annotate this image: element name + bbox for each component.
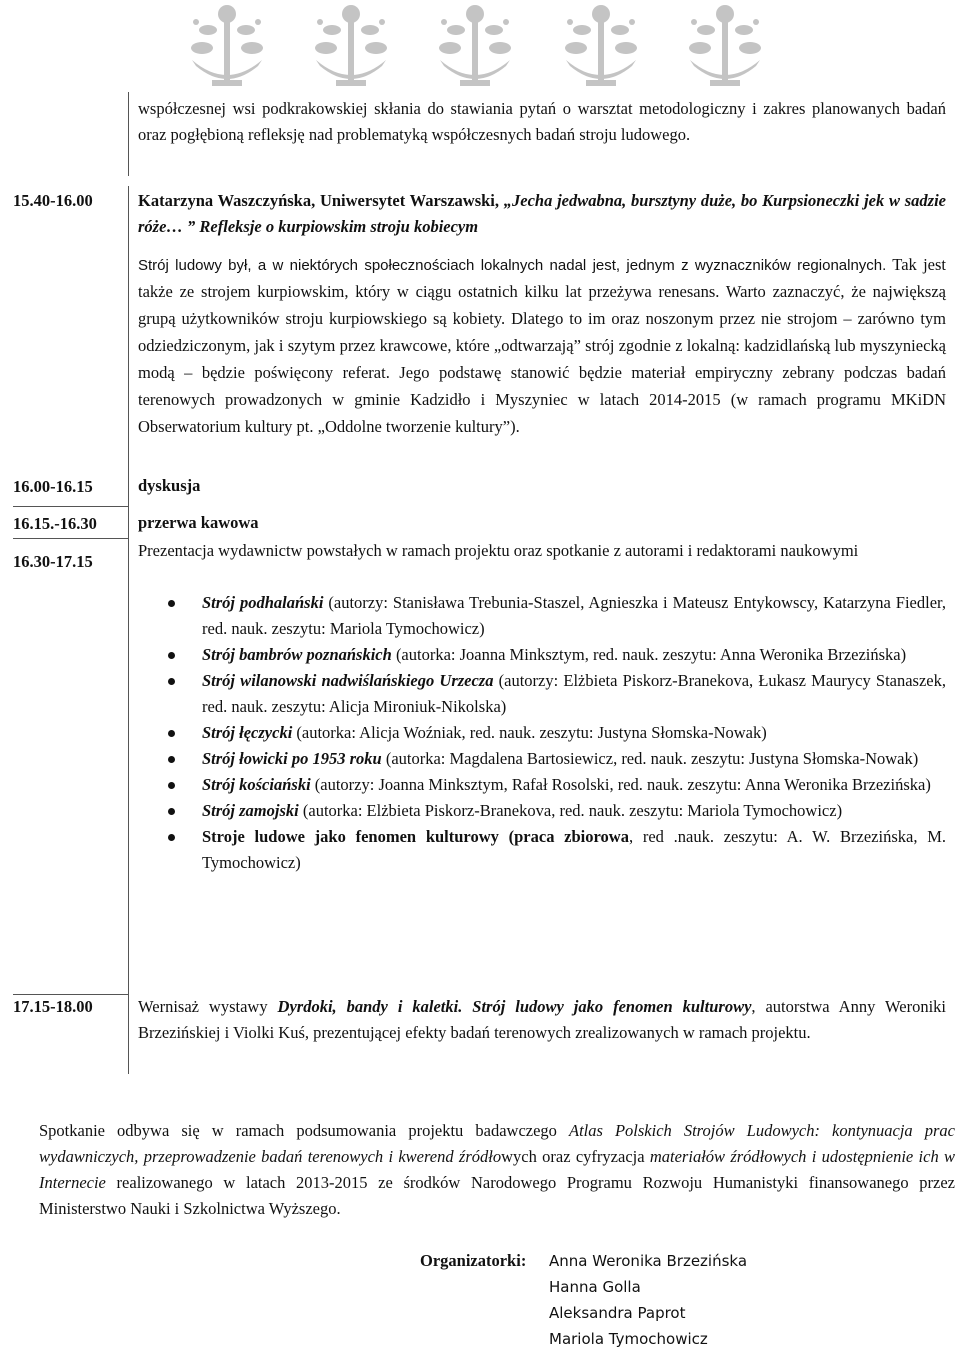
row-divider — [13, 506, 128, 507]
publication-details: (autorzy: Joanna Minksztym, Rafał Rosolski, red. nauk. zeszytu: Anna Weronika Brzezińska) — [310, 775, 931, 794]
time-slot: 16.15.-16.30 — [13, 514, 97, 533]
publication-list — [160, 590, 946, 876]
session-label: dyskusja — [138, 476, 201, 495]
publication-details: (autorka: Joanna Minksztym, red. nauk. zeszytu: Anna Weronika Brzezińska) — [391, 645, 907, 664]
publication-details: (autorka: Elżbieta Piskorz-Branekova, red. nauk. zeszytu: Mariola Tymochowicz) — [298, 801, 843, 820]
publication-title: Strój zamojski — [202, 801, 299, 820]
publication-item — [160, 772, 946, 798]
publication-title: Strój łowicki po 1953 roku — [202, 749, 382, 768]
publication-details: (autorka: Alicja Woźniak, red. nauk. zeszytu: Justyna Słomska-Nowak) — [292, 723, 767, 742]
exhibition-title: Dyrdoki, bandy i kaletki. Strój ludowy jako fenomen kulturowy — [277, 997, 752, 1016]
publication-item — [160, 668, 946, 720]
publication-details: , red .nauk. zeszytu: A. W. Brzezińska, M. Tymochowicz) — [202, 827, 946, 872]
abstract-part: Strój ludowy był, a w niektórych społecznościach lokalnych nadal jest, jednym z wyznaczników regionalnych. — [138, 257, 887, 274]
talk-title: „Jecha jedwabna, bursztyny duże, bo Kurpsioneczki jek w sadzie róże… ” Refleksje o kurpiowskim stroju kobiecym — [138, 191, 946, 236]
organizer-name: Hanna Golla — [549, 1278, 641, 1296]
publication-details: (autorzy: Elżbieta Piskorz-Branekova, Łukasz Maurycy Stanaszek, red. nauk. zeszytu: Alicja Mironiuk-Nikolska) — [202, 671, 946, 716]
publication-title: Strój kościański — [202, 775, 311, 794]
lecture-abstract — [138, 252, 946, 441]
folk-floral-ornament-icon — [680, 2, 770, 88]
folk-floral-ornament-icon — [556, 2, 646, 88]
publication-title: Strój bambrów poznańskich — [202, 645, 392, 664]
bullet-icon — [168, 652, 175, 659]
time-slot: 16.00-16.15 — [13, 477, 93, 496]
publication-title: Strój podhalański — [202, 593, 324, 612]
organizer-name: Anna Weronika Brzezińska — [549, 1252, 748, 1270]
organizer-name: Mariola Tymochowicz — [549, 1330, 708, 1348]
publication-item — [160, 720, 946, 746]
time-slot: 16.30-17.15 — [13, 552, 93, 571]
note-text: Spotkanie odbywa się w ramach podsumowania projektu badawczego — [39, 1121, 569, 1140]
column-divider — [128, 92, 129, 176]
exhibition-prefix: Wernisaż wystawy — [138, 997, 278, 1016]
folk-floral-ornament-icon — [306, 2, 396, 88]
intro-continuation: współczesnej wsi podkrakowskiej skłania do stawiania pytań o warsztat metodologiczny i zakres planowanych badań oraz pogłębioną refleksję nad problematyką współczesnych badań stroju ludowego. — [138, 99, 946, 144]
exhibition-suffix: , autorstwa Anny Weroniki Brzezińskiej i Violki Kuś, prezentującej efekty badań terenowych zrealizowanych w ramach projektu. — [138, 997, 946, 1042]
bullet-icon — [168, 782, 175, 789]
publication-title: Strój wilanowski nadwiślańskiego Urzecza — [202, 671, 494, 690]
bullet-icon — [168, 600, 175, 607]
folk-floral-ornament-icon — [430, 2, 520, 88]
column-divider — [128, 186, 129, 1074]
bullet-icon — [168, 730, 175, 737]
project-title: Atlas Polskich Strojów Ludowych: kontynuacja prac wydawniczych, przeprowadzenie badań terenowych i kwerend źródło — [39, 1121, 955, 1166]
bullet-icon — [168, 756, 175, 763]
publication-details: (autorka: Magdalena Bartosiewicz, red. nauk. zeszytu: Justyna Słomska-Nowak) — [381, 749, 919, 768]
bullet-icon — [168, 808, 175, 815]
project-title: materiałów źródłowych i udostępnienie ich w Internecie — [39, 1147, 956, 1192]
abstract-part: Jego podstawę stanowić będzie materiał empiryczny zebrany podczas badań terenowych prowadzonych w gminie Kadzidło i Myszyniec w latach 2014-2015 (w ramach programu MKiDN Obserwatorium kultury pt. „Oddolne tworzenie kultury”). — [138, 363, 946, 436]
session-label: przerwa kawowa — [138, 513, 259, 532]
abstract-part: Tak jest także ze strojem kurpiowskim, który w ciągu ostatnich kilku lat przeżywa renesans. Warto zaznaczyć, że największą grupą użytkowników stroju kurpiowskiego są kobiety. Dlatego to im oraz noszonym przez nie strojom ‒ zarówno tym odziedziczonym, jak i szytym przez krawcowe, które „odtwarzają” strój zgodnie z lokalną: kadzidlańską lub myszyniecką modą ‒ będzie poświęcony referat. — [138, 255, 946, 382]
publication-item — [160, 798, 946, 824]
publication-item — [160, 590, 946, 642]
organizers-label: Organizatorki: — [420, 1251, 527, 1270]
note-text: realizowanego w latach 2013-2015 ze środków Narodowego Programu Rozwoju Humanistyki finansowanego przez Ministerstwo Nauki i Szkolnictwa Wyższego. — [39, 1173, 955, 1218]
publication-details: (autorzy: Stanisława Trebunia-Staszel, Agnieszka i Mateusz Entykowscy, Katarzyna Fiedler, red. nauk. zeszytu: Mariola Tymochowicz) — [202, 593, 946, 638]
organizers — [420, 1248, 748, 1348]
publication-title: Stroje ludowe jako fenomen kulturowy (praca zbiorowa — [202, 827, 629, 846]
project-note — [39, 1118, 955, 1222]
header-ornaments — [0, 0, 960, 96]
organizers-list — [549, 1248, 747, 1352]
speaker: Katarzyna Waszczyńska, Uniwersytet Warszawski, — [138, 191, 504, 210]
organizer-name: Aleksandra Paprot — [549, 1304, 686, 1322]
bullet-icon — [168, 678, 175, 685]
session-intro: Prezentacja wydawnictw powstałych w ramach projektu oraz spotkanie z autorami i redaktorami naukowymi — [138, 541, 859, 560]
exhibition-description — [138, 994, 946, 1046]
note-text: wych oraz cyfryzacja — [501, 1147, 650, 1166]
publication-item — [160, 746, 946, 772]
time-slot: 17.15-18.00 — [13, 997, 93, 1016]
folk-floral-ornament-icon — [182, 2, 272, 88]
publication-item — [160, 824, 946, 876]
publication-item — [160, 642, 946, 668]
row-divider — [13, 538, 128, 539]
lecture-title — [138, 188, 946, 240]
row-divider — [13, 994, 128, 995]
bullet-icon — [168, 834, 175, 841]
time-slot: 15.40-16.00 — [13, 191, 93, 210]
publication-title: Strój łęczycki — [202, 723, 293, 742]
